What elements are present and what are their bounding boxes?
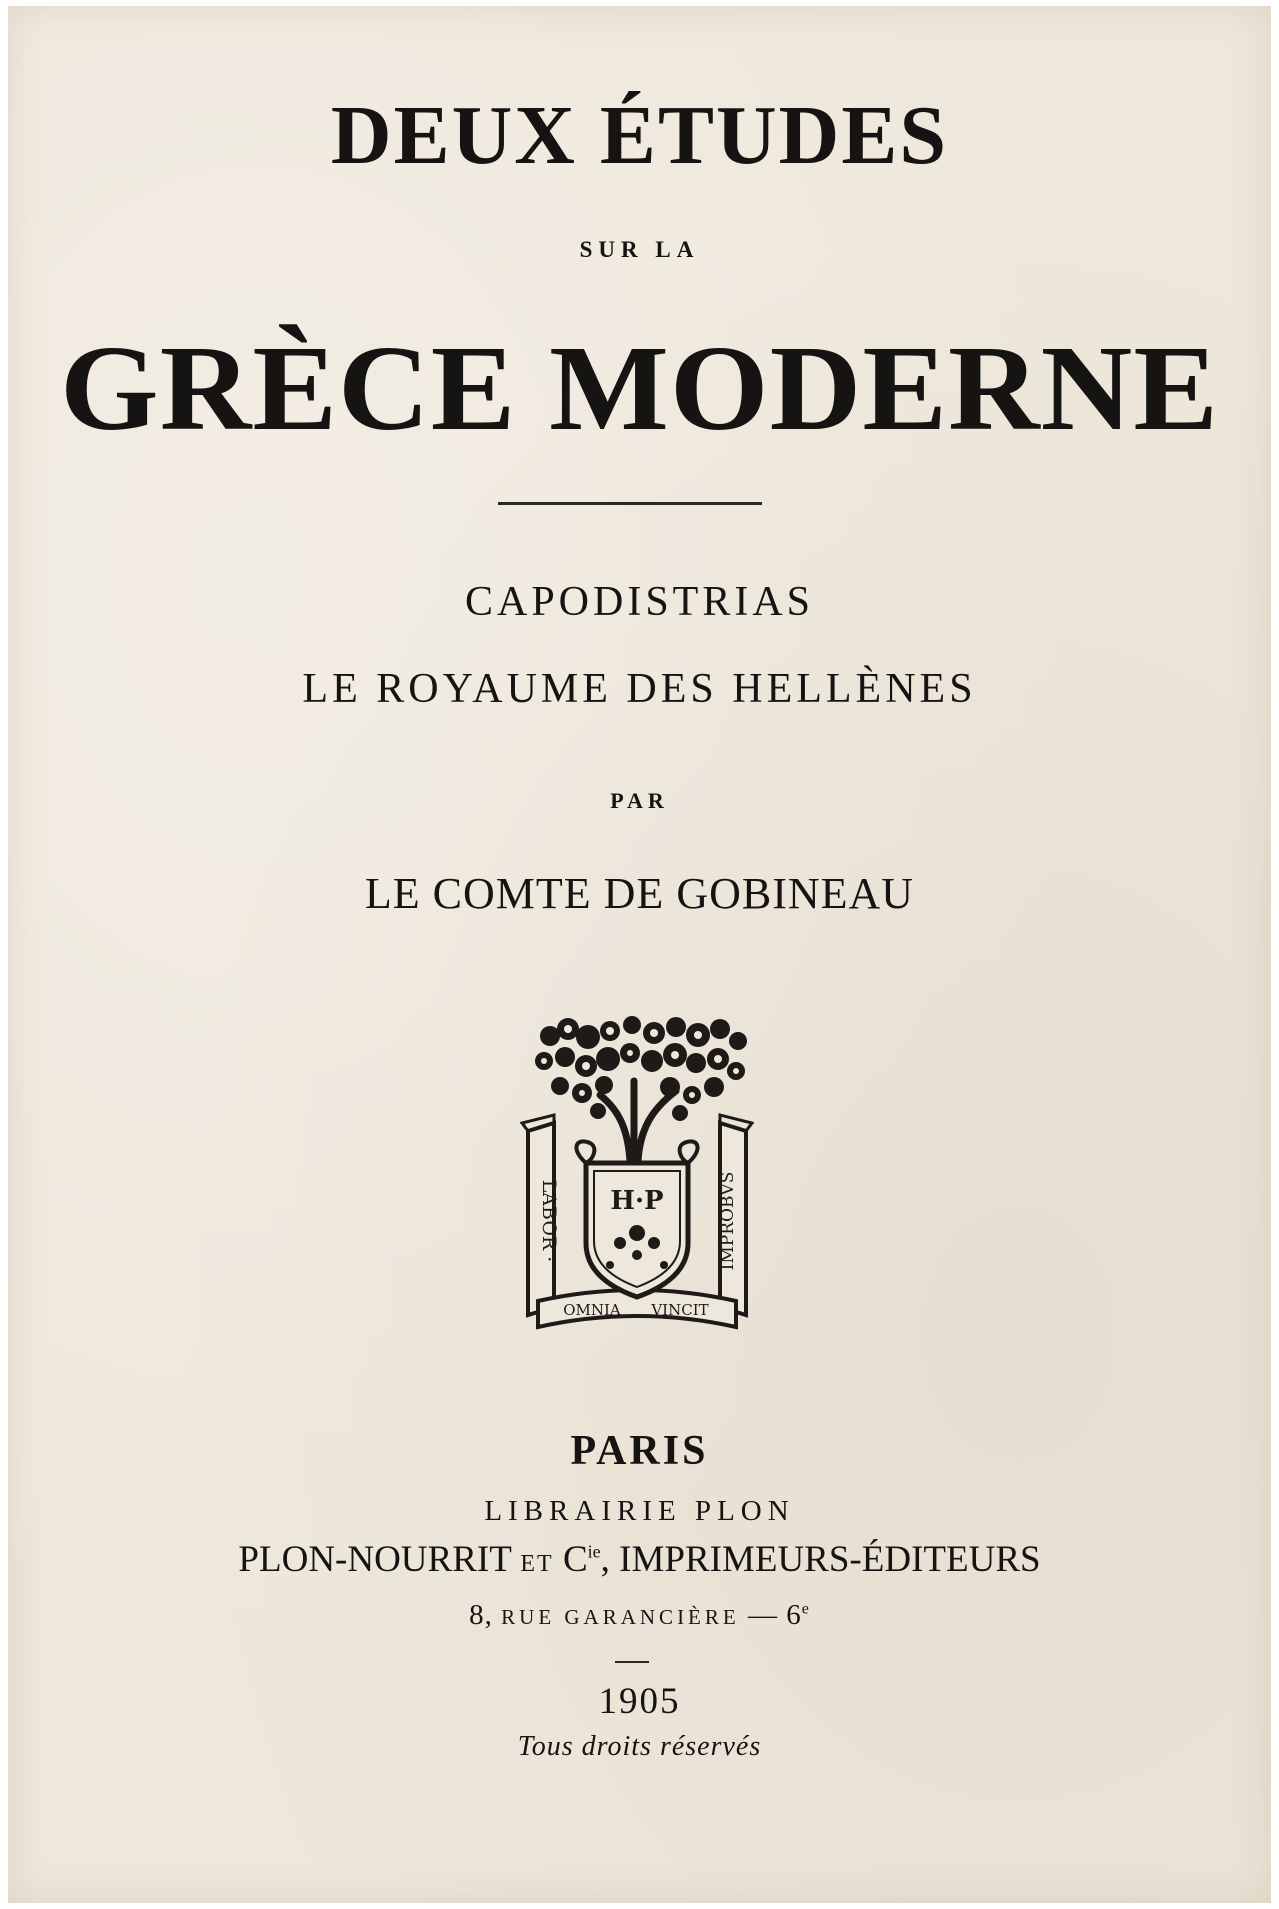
tree-shield-printers-mark-icon (520, 1011, 754, 1333)
title-divider (498, 502, 762, 505)
subtitle-line-2: LE ROYAUME DES HELLÈNES (302, 666, 977, 712)
svg-text:LABOR ·: LABOR · (538, 1179, 560, 1263)
imprint-address-street: RUE GARANCIÈRE (501, 1605, 740, 1629)
imprint-divider (615, 1661, 649, 1663)
svg-text:OMNIA: OMNIA (563, 1301, 621, 1319)
imprint-firm-cie-sup: ie (587, 1541, 601, 1562)
imprint-address-arrondissement-sup: e (801, 1600, 810, 1618)
svg-text:IMPROBVS: IMPROBVS (718, 1171, 738, 1271)
imprint-firm-et: ET (520, 1551, 554, 1577)
title-line-2: SUR LA (579, 237, 700, 262)
title-page (8, 6, 1271, 1903)
imprint-firm-name: PLON-NOURRIT (238, 1539, 512, 1580)
imprint-city: PARIS (570, 1428, 709, 1474)
imprint-firm-cie: C (562, 1539, 588, 1580)
author-by: PAR (610, 788, 669, 813)
imprint-firm-role: , IMPRIMEURS-ÉDITEURS (600, 1539, 1041, 1580)
svg-text:VINCIT: VINCIT (651, 1301, 709, 1319)
imprint-firm (8, 1541, 1271, 1578)
imprint-year: 1905 (598, 1681, 681, 1722)
author-name: LE COMTE DE GOBINEAU (364, 869, 915, 918)
imprint-address (8, 1601, 1271, 1630)
imprint-rights: Tous droits réservés (517, 1731, 762, 1762)
subtitle-line-1: CAPODISTRIAS (464, 579, 815, 625)
title-line-1: DEUX ÉTUDES (330, 89, 949, 182)
imprint-publisher: LIBRAIRIE PLON (484, 1495, 795, 1527)
imprint-address-arrondissement: 6 (786, 1599, 802, 1631)
svg-text:H·P: H·P (610, 1186, 664, 1216)
imprint-address-number: 8, (469, 1599, 493, 1631)
imprint-address-dash: — (747, 1599, 778, 1631)
title-line-3: GRÈCE MODERNE (59, 321, 1220, 456)
